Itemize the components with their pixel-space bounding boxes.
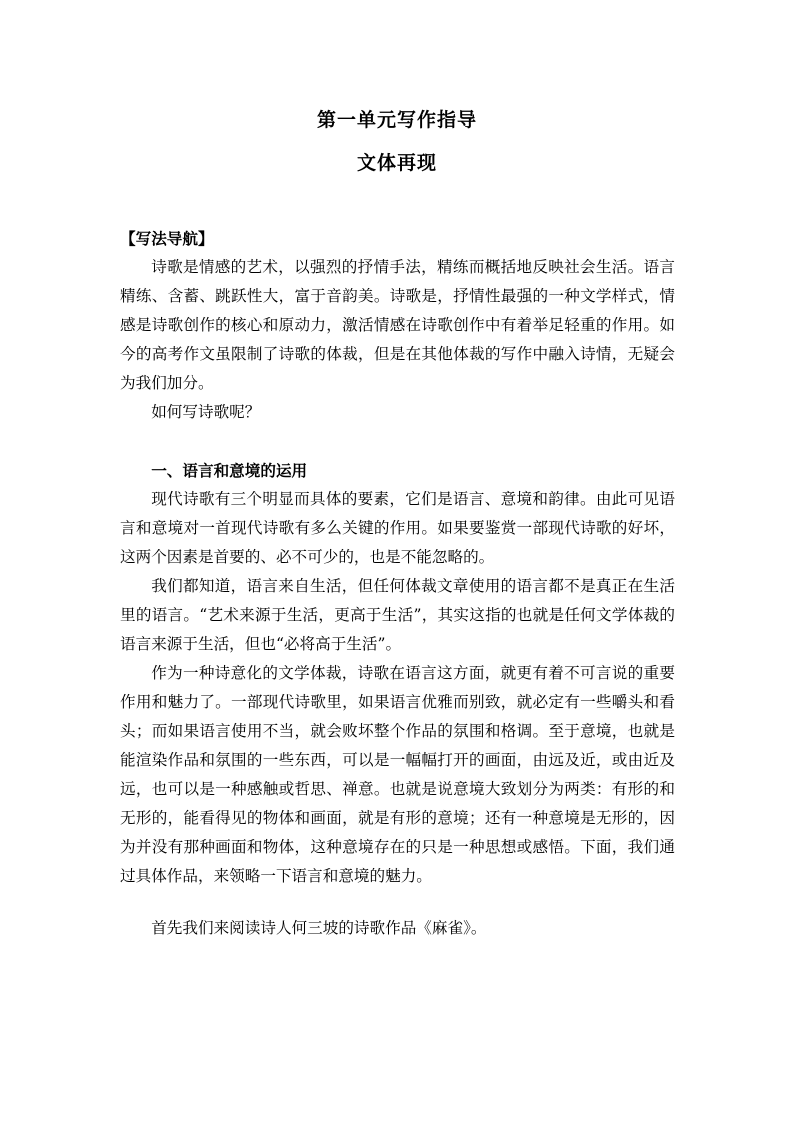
document-title: 第一单元写作指导 [316,109,477,131]
part1-paragraph-1: 现代诗歌有三个明显而具体的要素，它们是语言、意境和韵律。由此可见语言和意境对一首现代诗歌有多么关键的作用。如果要鉴赏一部现代诗歌的好坏，这两个因素是首要的、必不可少的，也是不能忽略的。 [120,490,675,566]
intro-paragraph-2: 如何写诗歌呢？ [151,403,261,421]
spacer [120,427,675,456]
section-label: 【写法导航】 [120,229,214,248]
spacer [120,891,675,914]
intro-paragraph-1: 诗歌是情感的艺术，以强烈的抒情手法，精练而概括地反映社会生活。语言精练、含蓄、跳跃性大，富于音韵美。诗歌是，抒情性最强的一种文学样式，情感是诗歌创作的核心和原动力，激活情感在诗歌创作中有着举足轻重的作用。如今的高考作文虽限制了诗歌的体裁，但是在其他体裁的写作中融入诗情，无疑会为我们加分。 [120,258,675,392]
part1-paragraph-4: 首先我们来阅读诗人何三坡的诗歌作品《麻雀》。 [151,919,487,937]
document-body [120,224,675,943]
part1-paragraph-3: 作为一种诗意化的文学体裁，诗歌在语言这方面，就更有着不可言说的重要作用和魅力了。一部现代诗歌里，如果语言优雅而别致，就必定有一些嚼头和看头；而如果语言使用不当，就会败坏整个作品的氛围和格调。至于意境，也就是能渲染作品和氛围的一些东西，可以是一幅幅打开的画面，由远及近，或由近及远，也可以是一种感触或哲思、禅意。也就是说意境大致划分为两类：有形的和无形的，能看得见的物体和画面，就是有形的意境；还有一种意境是无形的，因为并没有那种画面和物体，这种意境存在的只是一种思想或感悟。下面，我们通过具体作品，来领略一下语言和意境的魅力。 [120,664,675,885]
part1-heading: 一、语言和意境的运用 [151,461,308,480]
document-subtitle: 文体再现 [356,152,437,174]
part1-paragraph-2: 我们都知道，语言来自生活，但任何体裁文章使用的语言都不是真正在生活里的语言。“艺术来源于生活，更高于生活”，其实这指的也就是任何文学体裁的语言来源于生活，但也“必将高于生活”。 [120,577,675,653]
